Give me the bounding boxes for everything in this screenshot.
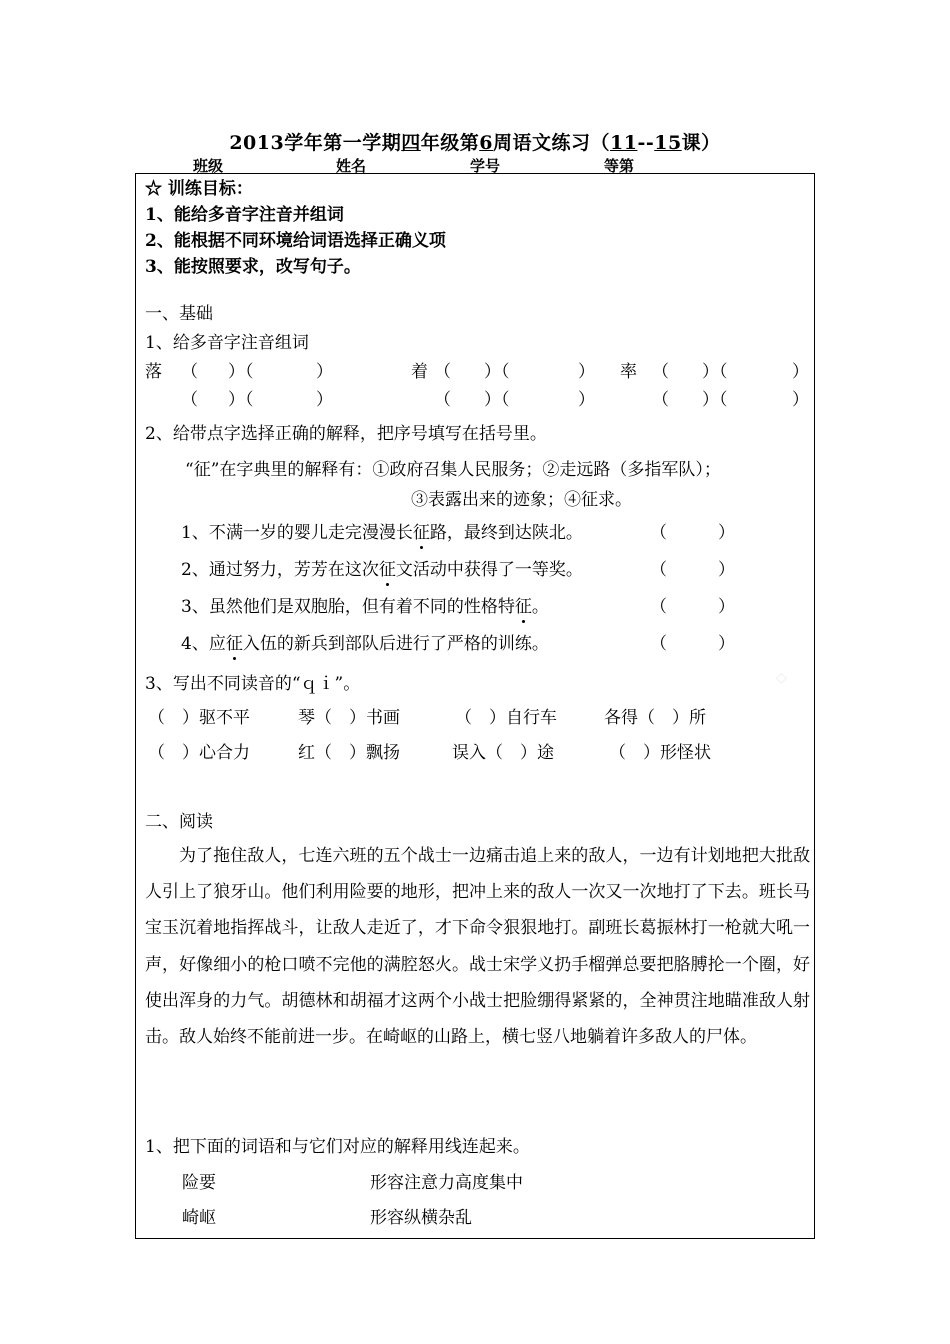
page-title: 2013学年第一学期四年级第6周语文练习（11--15课） [229,132,721,154]
question-heading: 3、写出不同读音的“ｑｉ”。 [145,674,361,694]
sentence-item: 1、不满一岁的婴儿走完漫漫长征路，最终到达陕北。 [181,523,583,543]
student-id-field-label: 学号 [470,157,501,175]
grade-field-label: 等第 [604,157,635,175]
class-field-label: 班级 [193,157,224,175]
answer-blank[interactable]: ） [578,390,595,410]
answer-blank[interactable]: （ [181,362,198,382]
answer-blank[interactable]: ） [792,390,809,410]
answer-blank[interactable]: ） [316,390,333,410]
answer-blank[interactable]: （ [434,390,451,410]
polyphonic-char: 着 [411,362,428,382]
match-meaning[interactable]: 形容注意力高度集中 [370,1173,523,1193]
fill-word[interactable]: （ ）驱不平 [148,708,250,728]
answer-blank[interactable]: ） [316,362,333,382]
fill-word[interactable]: （ ）心合力 [148,743,250,763]
sentence-item: 3、虽然他们是双胞胎，但有着不同的性格特征。 [181,597,549,617]
definition-line: “征”在字典里的解释有：①政府召集人民服务；②走远路（多指军队）； [185,460,721,480]
answer-blank[interactable]: ） [578,362,595,382]
match-word[interactable]: 险要 [182,1173,216,1193]
answer-blank[interactable]: ）（ [702,390,728,410]
student-info-line [0,153,950,175]
polyphonic-char: 落 [145,362,162,382]
answer-blank[interactable]: （ ） [650,597,735,617]
goal-item: 1、能给多音字注音并组词 [145,205,344,225]
answer-blank[interactable]: （ ） [650,523,735,543]
goal-item: 3、能按照要求，改写句子。 [145,257,361,277]
answer-blank[interactable]: （ [434,362,451,382]
question-heading: 1、把下面的词语和与它们对应的解释用线连起来。 [145,1137,530,1157]
question-heading: 2、给带点字选择正确的解释，把序号填写在括号里。 [145,424,547,444]
fill-word[interactable]: 误入（ ）途 [452,743,554,763]
goal-item: 2、能根据不同环境给词语选择正确义项 [145,231,446,251]
match-word[interactable]: 崎岖 [182,1208,216,1228]
answer-blank[interactable]: （ [652,362,669,382]
fill-word[interactable]: （ ）形怪状 [609,743,711,763]
name-field-label: 姓名 [336,157,367,175]
scan-watermark-mark: ◇ [776,670,787,686]
answer-blank[interactable]: （ [652,390,669,410]
answer-blank[interactable]: （ ） [650,634,735,654]
sentence-item: 4、应征入伍的新兵到部队后进行了严格的训练。 [181,634,549,654]
section-heading-reading: 二、阅读 [145,812,213,832]
answer-blank[interactable]: ）（ [702,362,728,382]
answer-blank[interactable]: ）（ [228,362,254,382]
definition-line: ③表露出来的迹象；④征求。 [411,490,632,510]
answer-blank[interactable]: ）（ [484,362,510,382]
fill-word[interactable]: 红（ ）飘扬 [298,743,400,763]
answer-blank[interactable]: （ [181,390,198,410]
polyphonic-char: 率 [620,362,637,382]
reading-passage: 为了拖住敌人，七连六班的五个战士一边痛击追上来的敌人，一边有计划地把大批敌人引上了狼牙山。他们利用险要的地形，把冲上来的敌人一次又一次地打了下去。班长马宝玉沉着地指挥战斗，让敌人走近了，才下命令狠狠地打。副班长葛振林打一枪就大吼一声，好像细小的枪口喷不完他的满腔怒火。战士宋学义扔手榴弹总要把胳膊抡一个圈，好使出浑身的力气。胡德林和胡福才这两个小战士把脸绷得紧紧的，全神贯注地瞄准敌人射击。敌人始终不能前进一步。在崎岖的山路上，横七竖八地躺着许多敌人的尸体。 [145,846,810,1048]
match-meaning[interactable]: 形容纵横杂乱 [370,1208,472,1228]
answer-blank[interactable]: ） [792,362,809,382]
fill-word[interactable]: 琴（ ）书画 [298,708,400,728]
section-heading-basics: 一、基础 [145,304,213,324]
sentence-item: 2、通过努力，芳芳在这次征文活动中获得了一等奖。 [181,560,583,580]
answer-blank[interactable]: （ ） [650,560,735,580]
fill-word[interactable]: 各得（ ）所 [604,708,706,728]
fill-word[interactable]: （ ）自行车 [455,708,557,728]
answer-blank[interactable]: ）（ [228,390,254,410]
question-heading: 1、给多音字注音组词 [145,333,309,353]
goals-heading: ☆ 训练目标： [145,179,253,199]
answer-blank[interactable]: ）（ [484,390,510,410]
